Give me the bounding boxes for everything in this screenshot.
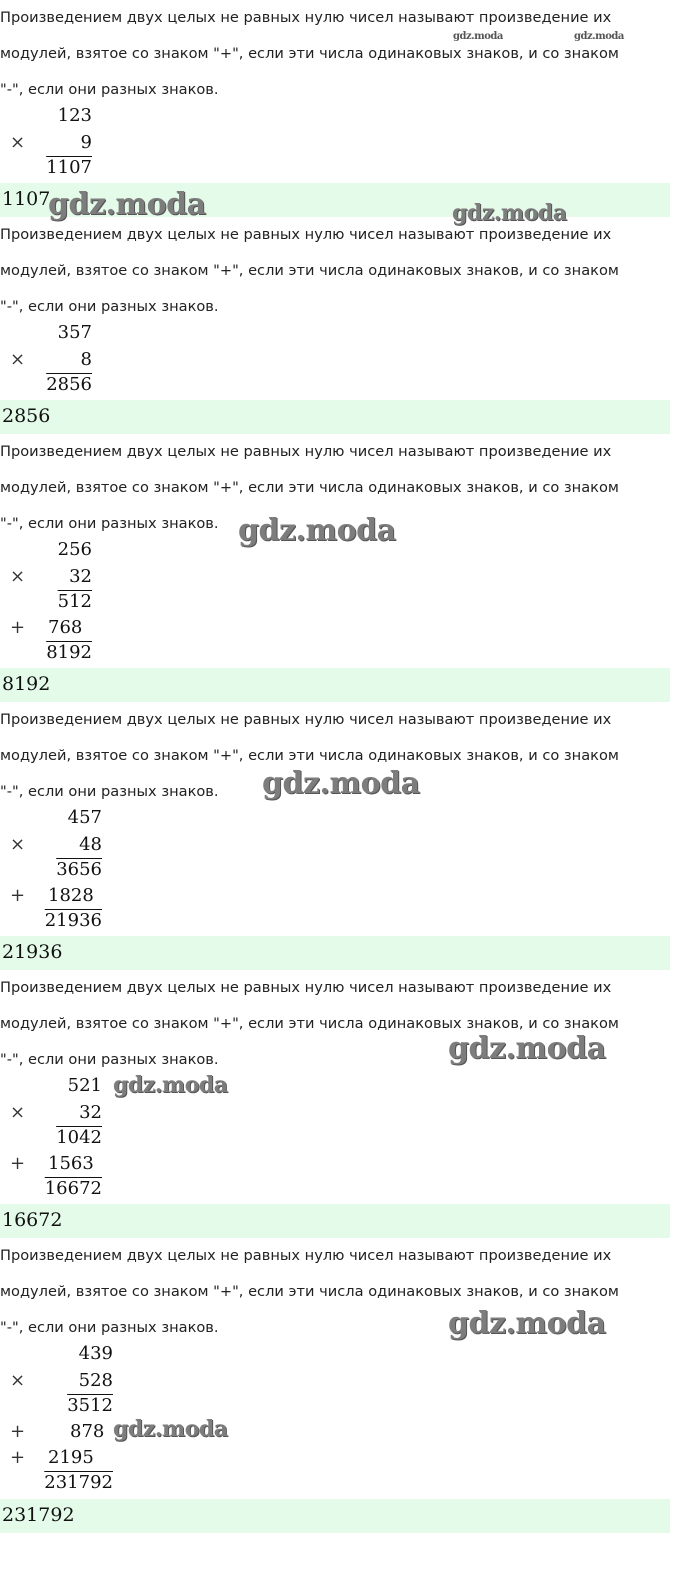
plus-sign: + (10, 617, 26, 638)
rule-line-3: "-", если они разных знаков. (0, 515, 219, 532)
multiplicand: 123 (57, 105, 92, 126)
rule-line-1: Произведением двух целых не равных нулю чисел называют произведение их (0, 711, 612, 728)
times-sign: × (10, 1370, 26, 1391)
watermark-logo: gdz.moda (262, 766, 420, 801)
partial-product: 768 (48, 617, 83, 638)
answer: 8192 (2, 673, 51, 695)
rule-line-3: "-", если они разных знаков. (0, 81, 219, 98)
times-sign: × (10, 132, 26, 153)
product: 2856 (46, 374, 92, 395)
rule-line-1: Произведением двух целых не равных нулю чисел называют произведение их (0, 9, 612, 26)
times-sign: × (10, 566, 26, 587)
multiplicand: 457 (67, 807, 102, 828)
multiplicand: 256 (57, 539, 92, 560)
plus-sign: + (10, 1421, 26, 1442)
watermark-logo: gdz.moda (113, 1416, 228, 1442)
answer-band (0, 400, 670, 434)
rule-line-3: "-", если они разных знаков. (0, 1051, 219, 1068)
partial-product: 1828 (48, 885, 94, 906)
multiplier: 48 (79, 834, 102, 855)
watermark-logo: gdz.moda (448, 1306, 606, 1341)
rule-line-2: модулей, взятое со знаком "+", если эти числа одинаковых знаков, и со знаком (0, 1015, 619, 1032)
multiplier: 528 (78, 1370, 113, 1391)
answer: 16672 (2, 1209, 63, 1231)
watermark-logo: gdz.moda (238, 513, 396, 548)
rule-line-3: "-", если они разных знаков. (0, 783, 219, 800)
multiplicand: 357 (57, 322, 92, 343)
rule-line-2: модулей, взятое со знаком "+", если эти числа одинаковых знаков, и со знаком (0, 747, 619, 764)
partial-product: 3656 (56, 859, 102, 880)
multiplicand: 521 (67, 1075, 102, 1096)
multiplier: 32 (69, 566, 92, 587)
times-sign: × (10, 1102, 26, 1123)
partial-product: 512 (57, 591, 92, 612)
rule-line-2: модулей, взятое со знаком "+", если эти числа одинаковых знаков, и со знаком (0, 479, 619, 496)
plus-sign: + (10, 885, 26, 906)
multiplier: 9 (80, 132, 92, 153)
rule-line-1: Произведением двух целых не равных нулю чисел называют произведение их (0, 1247, 612, 1264)
rule-line-1: Произведением двух целых не равных нулю чисел называют произведение их (0, 979, 612, 996)
multiplicand: 439 (78, 1343, 113, 1364)
product: 1107 (46, 157, 92, 178)
rule-line-3: "-", если они разных знаков. (0, 298, 219, 315)
times-sign: × (10, 834, 26, 855)
multiplier: 8 (80, 349, 92, 370)
times-sign: × (10, 349, 26, 370)
answer: 1107 (2, 188, 51, 210)
watermark-logo: gdz.moda (48, 187, 206, 222)
plus-sign: + (10, 1447, 26, 1468)
product: 16672 (44, 1178, 102, 1199)
partial-product: 2195 (48, 1447, 94, 1468)
answer-band (0, 1499, 670, 1533)
watermark-logo: gdz.moda (453, 31, 503, 42)
rule-line-2: модулей, взятое со знаком "+", если эти числа одинаковых знаков, и со знаком (0, 262, 619, 279)
partial-product: 1563 (48, 1153, 94, 1174)
product: 21936 (44, 910, 102, 931)
answer: 231792 (2, 1504, 75, 1526)
rule-line-1: Произведением двух целых не равных нулю чисел называют произведение их (0, 443, 612, 460)
multiplier: 32 (79, 1102, 102, 1123)
rule-line-2: модулей, взятое со знаком "+", если эти числа одинаковых знаков, и со знаком (0, 1283, 619, 1300)
rule-line-1: Произведением двух целых не равных нулю чисел называют произведение их (0, 226, 612, 243)
answer-band (0, 936, 670, 970)
answer-band (0, 1204, 670, 1238)
product: 231792 (44, 1472, 113, 1493)
answer: 2856 (2, 405, 51, 427)
partial-product: 3512 (67, 1395, 113, 1416)
answer-band (0, 668, 670, 702)
product: 8192 (46, 642, 92, 663)
watermark-logo: gdz.moda (452, 200, 567, 226)
plus-sign: + (10, 1153, 26, 1174)
partial-product: 1042 (56, 1127, 102, 1148)
watermark-logo: gdz.moda (113, 1072, 228, 1098)
partial-product: 878 (70, 1421, 105, 1442)
rule-line-2: модулей, взятое со знаком "+", если эти числа одинаковых знаков, и со знаком (0, 45, 619, 62)
watermark-logo: gdz.moda (448, 1031, 606, 1066)
answer: 21936 (2, 941, 63, 963)
rule-line-3: "-", если они разных знаков. (0, 1319, 219, 1336)
watermark-logo: gdz.moda (574, 31, 624, 42)
